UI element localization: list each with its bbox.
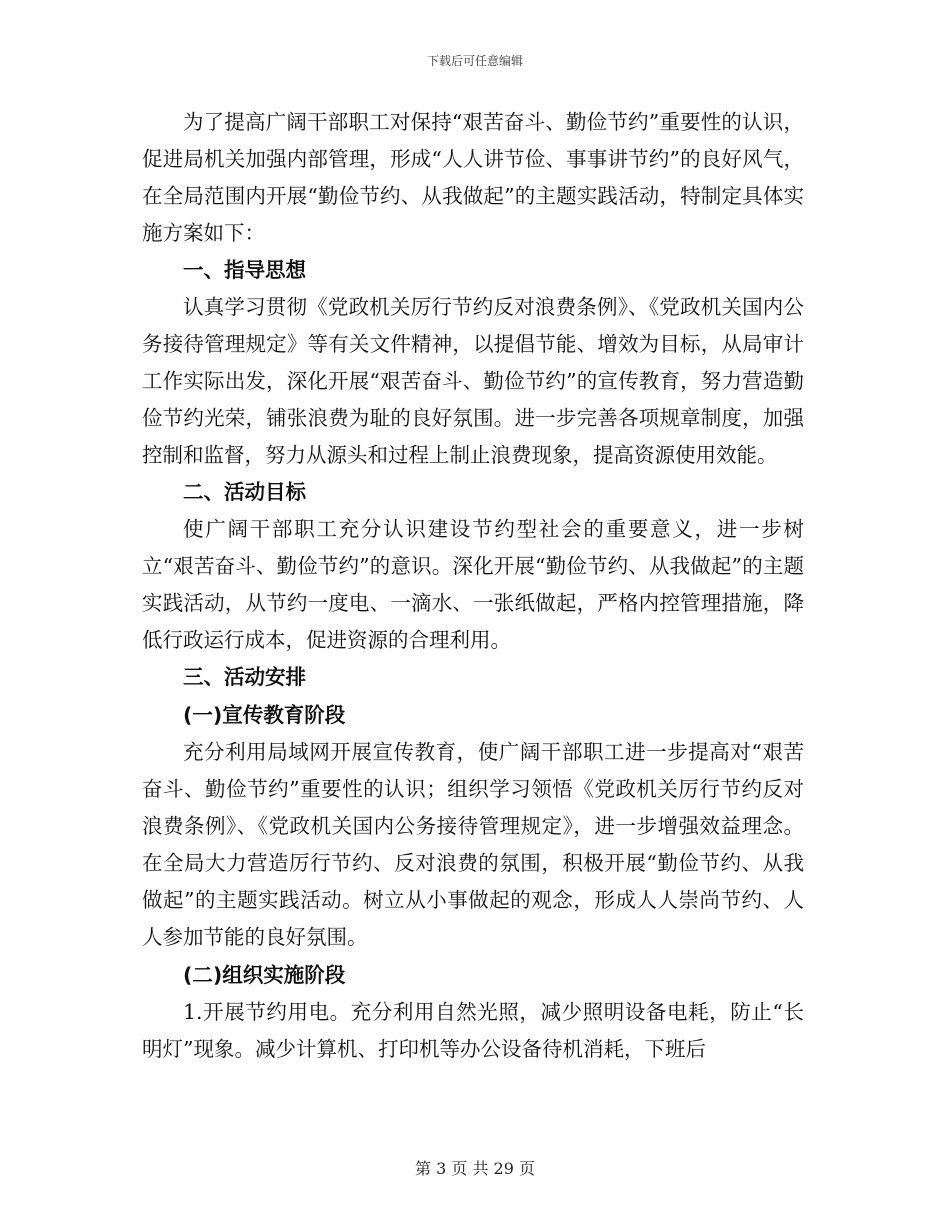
subsection-paragraph-implementation: 1.开展节约用电。充分利用自然光照，减少照明设备电耗，防止“长明灯”现象。减少计算机、打印机等办公设备待机消耗，下班后 xyxy=(142,1000,804,1061)
page-header-note: 下载后可任意编辑 xyxy=(426,54,523,68)
page-footer-page-number: 第 3 页 共 29 页 xyxy=(415,1159,535,1178)
subsection-heading-publicity: (一)宣传教育阶段 xyxy=(183,703,346,727)
section-paragraph-guiding-ideology: 认真学习贯彻《党政机关厉行节约反对浪费条例》、《党政机关国内公务接待管理规定》等有关文件精神，以提倡节能、增效为目标，从局审计工作实际出发，深化开展“艰苦奋斗、勤俭节约”的宣传教育，努力营造勤俭节约光荣，铺张浪费为耻的良好氛围。进一步完善各项规章制度，加强控制和监督，努力从源头和过程上制止浪费现象，提高资源使用效能。 xyxy=(142,295,804,467)
subsection-heading-implementation: (二)组织实施阶段 xyxy=(183,963,346,987)
intro-paragraph: 为了提高广阔干部职工对保持“艰苦奋斗、勤俭节约”重要性的认识，促进局机关加强内部管理，形成“人人讲节俭、事事讲节约”的良好风气，在全局范围内开展“勤俭节约、从我做起”的主题实践活动，特制定具体实施方案如下： xyxy=(142,110,804,245)
section-heading-activity-goals: 二、活动目标 xyxy=(183,480,306,504)
section-heading-activity-arrangement: 三、活动安排 xyxy=(183,665,306,689)
section-paragraph-activity-goals: 使广阔干部职工充分认识建设节约型社会的重要意义，进一步树立“艰苦奋斗、勤俭节约”的意识。深化开展“勤俭节约、从我做起”的主题实践活动，从节约一度电、一滴水、一张纸做起，严格内控管理措施，降低行政运行成本，促进资源的合理利用。 xyxy=(142,517,804,652)
document-body xyxy=(142,104,804,1068)
section-heading-guiding-ideology: 一、指导思想 xyxy=(183,258,306,282)
subsection-paragraph-publicity: 充分利用局域网开展宣传教育，使广阔干部职工进一步提高对“艰苦奋斗、勤俭节约”重要性的认识；组织学习领悟《党政机关厉行节约反对浪费条例》、《党政机关国内公务接待管理规定》，进一步增强效益理念。在全局大力营造厉行节约、反对浪费的氛围，积极开展“勤俭节约、从我做起”的主题实践活动。树立从小事做起的观念，形成人人崇尚节约、人人参加节能的良好氛围。 xyxy=(142,740,804,949)
